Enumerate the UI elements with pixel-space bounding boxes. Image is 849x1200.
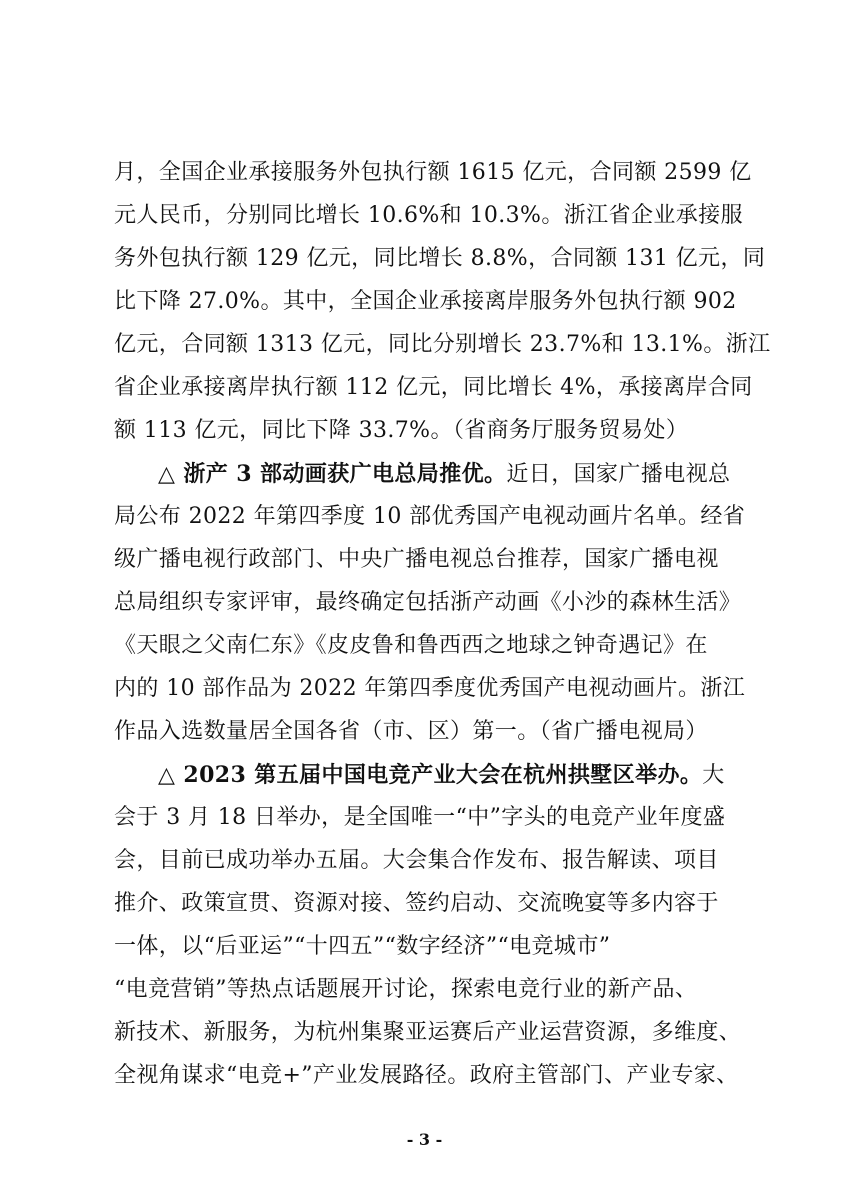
paragraph-line: 省企业承接离岸执行额 112 亿元，同比增长 4%，承接离岸合同 [114, 375, 753, 400]
paragraph-line: 额 113 亿元，同比下降 33.7%。（省商务厅服务贸易处） [114, 418, 689, 443]
paragraph-line: 亿元，合同额 1313 亿元，同比分别增长 23.7%和 13.1%。浙江 [114, 332, 771, 357]
paragraph-line: 内的 10 部作品为 2022 年第四季度优秀国产电视动画片。浙江 [114, 676, 746, 701]
paragraph-line: 比下降 27.0%。其中，全国企业承接离岸服务外包执行额 902 [114, 289, 737, 314]
paragraph-text: 大 [702, 763, 725, 788]
paragraph-line: 会，目前已成功举办五届。大会集合作发布、报告解读、项目 [114, 848, 719, 873]
paragraph-line: 会于 3 月 18 日举办，是全国唯一“中”字头的电竞产业年度盛 [114, 805, 726, 830]
paragraph-line: 《天眼之父南仁东》《皮皮鲁和鲁西西之地球之钟奇遇记》在 [114, 633, 708, 658]
paragraph-line: 推介、政策宣贯、资源对接、签约启动、交流晚宴等多内容于 [114, 891, 719, 916]
paragraph-line: 一体，以“后亚运”“十四五”“数字经济”“电竞城市” [114, 934, 611, 959]
paragraph-line: “电竞营销”等热点话题展开讨论，探索电竞行业的新产品、 [114, 977, 698, 1002]
paragraph-line: 作品入选数量居全国各省（市、区）第一。（省广播电视局） [114, 719, 708, 744]
page-number: - 3 - [406, 1130, 443, 1149]
section-heading: △ 2023 第五届中国电竞产业大会在杭州拱墅区举办。 [158, 762, 703, 788]
paragraph-line: 总局组织专家评审，最终确定包括浙产动画《小沙的森林生活》 [114, 590, 742, 615]
paragraph-line: 务外包执行额 129 亿元，同比增长 8.8%，合同额 131 亿元，同 [114, 246, 766, 271]
paragraph-first-line [158, 760, 740, 791]
paragraph-line: 元人民币，分别同比增长 10.6%和 10.3%。浙江省企业承接服 [114, 203, 743, 228]
paragraph-line: 全视角谋求“电竞+”产业发展路径。政府主管部门、产业专家、 [114, 1063, 739, 1088]
paragraph-text: 近日，国家广播电视总 [506, 462, 731, 487]
paragraph-line: 局公布 2022 年第四季度 10 部优秀国产电视动画片名单。经省 [114, 504, 746, 529]
paragraph-line: 月，全国企业承接服务外包执行额 1615 亿元，合同额 2599 亿 [114, 160, 752, 185]
paragraph-first-line [158, 459, 740, 490]
section-heading: △ 浙产 3 部动画获广电总局推优。 [158, 461, 507, 487]
paragraph-line: 级广播电视行政部门、中央广播电视总台推荐，国家广播电视 [114, 547, 719, 572]
paragraph-line: 新技术、新服务，为杭州集聚亚运赛后产业运营资源，多维度、 [114, 1020, 742, 1045]
